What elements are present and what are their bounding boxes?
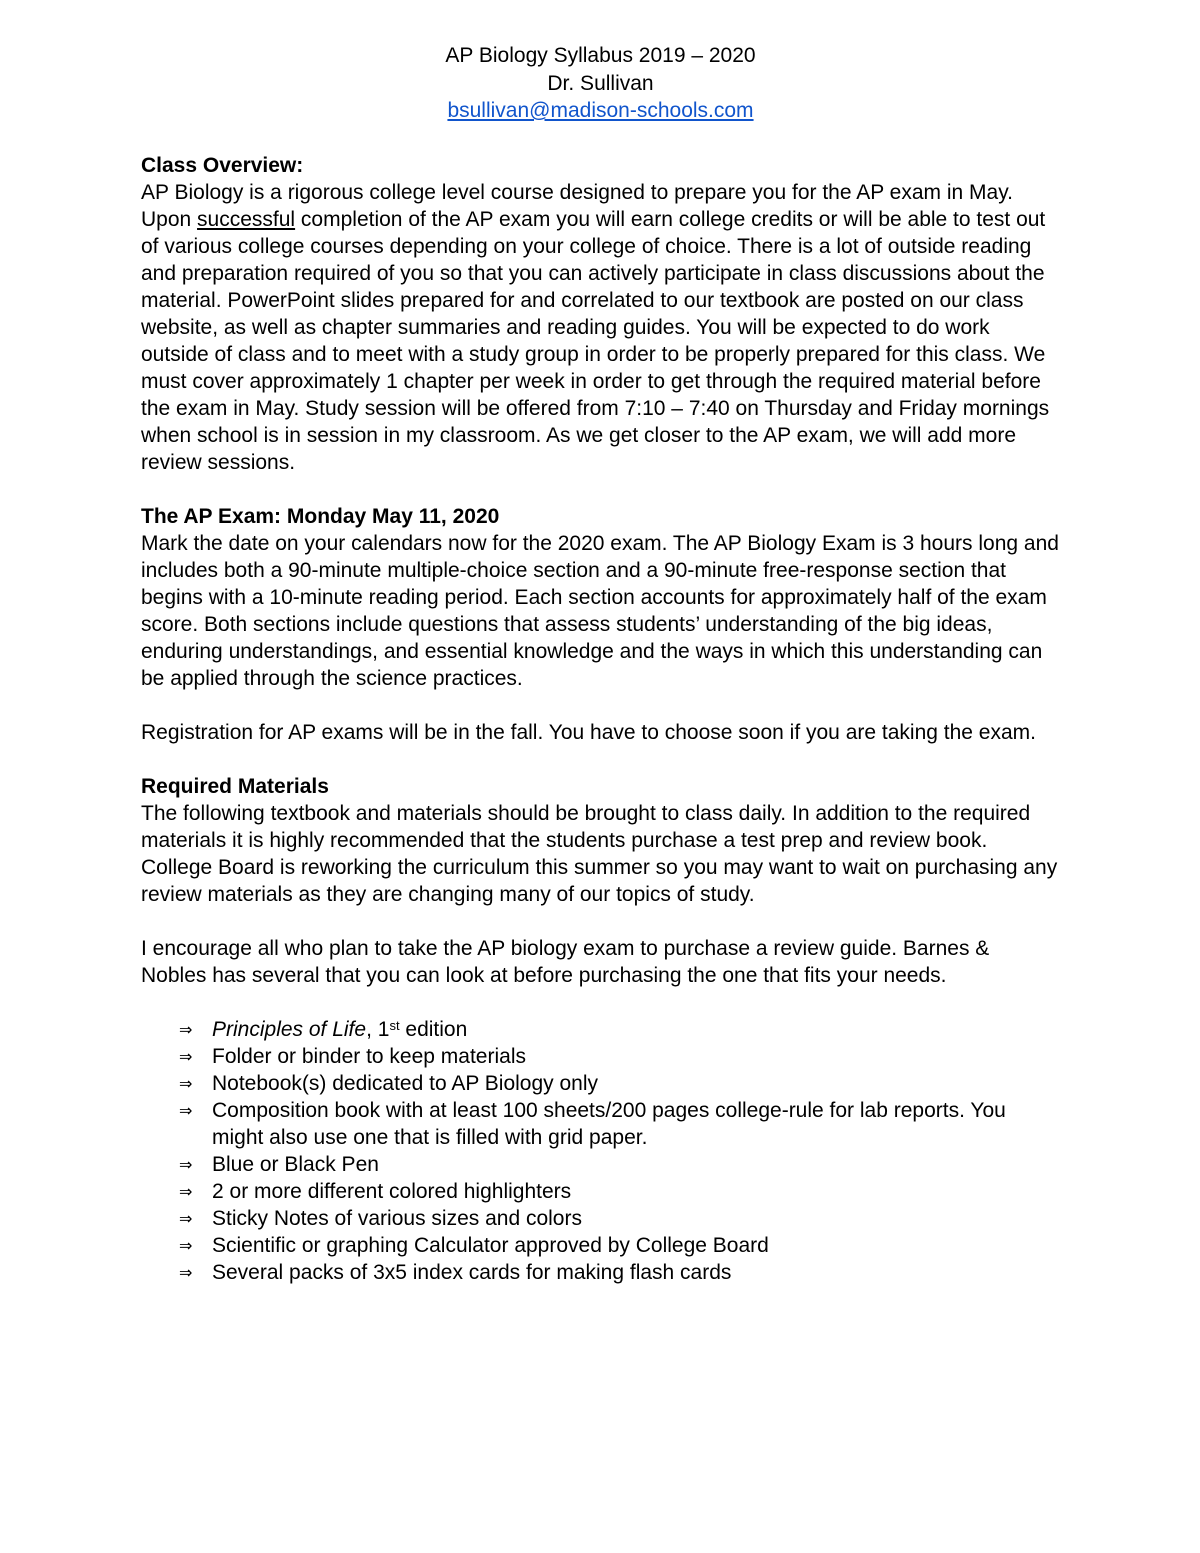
textbook-rest: edition: [399, 1017, 468, 1041]
list-item: [179, 1097, 1060, 1151]
right-arrow-icon: ⇒: [179, 1154, 193, 1174]
list-item-text: Folder or binder to keep materials: [212, 1044, 526, 1068]
required-materials-section: [141, 773, 1060, 1286]
list-item-text: Several packs of 3x5 index cards for making flash cards: [212, 1260, 732, 1284]
class-overview-section: [141, 152, 1060, 476]
ap-exam-heading: The AP Exam: Monday May 11, 2020: [141, 504, 500, 528]
list-item: [179, 1016, 1060, 1043]
overview-text-b: completion of the AP exam you will earn college credits or will be able to test out of various college courses depending on your college of choice. There is a lot of outside reading and preparation required of you so that you can actively participate in class discussions about the material. PowerPoint slides prepared for and correlated to our textbook are posted on our class website, as well as chapter summaries and reading guides. You will be expected to do work outside of class and to meet with a study group in order to be properly prepared for this class. We must cover approximately 1 chapter per week in order to get through the required material before the exam in May. Study session will be offered from 7:10 – 7:40 on Thursday and Friday mornings when school is in session in my classroom. As we get closer to the AP exam, we will add more review sessions.: [141, 207, 1050, 474]
list-item-text: Blue or Black Pen: [212, 1152, 379, 1176]
email-link[interactable]: bsullivan@madison-schools.com: [447, 99, 754, 122]
textbook-sep: , 1: [366, 1017, 390, 1041]
materials-paragraph: The following textbook and materials should be brought to class daily. In addition to the required materials it is highly recommended that the students purchase a test prep and review book. College Board is reworking the curriculum this summer so you may want to wait on purchasing any review materials as they are changing many of our topics of study.: [141, 801, 1058, 906]
list-item-text: Composition book with at least 100 sheets/200 pages college-rule for lab reports. You might also use one that is filled with grid paper.: [212, 1098, 1006, 1149]
list-item: [179, 1070, 1060, 1097]
review-guide-paragraph: I encourage all who plan to take the AP biology exam to purchase a review guide. Barnes & Nobles has several that you can look at before purchasing the one that fits your needs.: [141, 936, 990, 987]
right-arrow-icon: ⇒: [179, 1046, 193, 1066]
required-materials-heading: Required Materials: [141, 774, 329, 798]
ap-exam-section: [141, 503, 1060, 746]
registration-paragraph: Registration for AP exams will be in the fall. You have to choose soon if you are taking the exam.: [141, 720, 1036, 744]
list-item: [179, 1151, 1060, 1178]
list-item: [179, 1043, 1060, 1070]
textbook-sup: st: [389, 1017, 400, 1033]
list-item-text: Sticky Notes of various sizes and colors: [212, 1206, 582, 1230]
right-arrow-icon: ⇒: [179, 1262, 193, 1282]
right-arrow-icon: ⇒: [179, 1208, 193, 1228]
textbook-title: Principles of Life: [212, 1017, 367, 1041]
document-title: AP Biology Syllabus 2019 – 2020: [445, 44, 756, 67]
list-item: [179, 1232, 1060, 1259]
right-arrow-icon: ⇒: [179, 1019, 193, 1039]
list-item-text: Notebook(s) dedicated to AP Biology only: [212, 1071, 599, 1095]
right-arrow-icon: ⇒: [179, 1100, 193, 1120]
right-arrow-icon: ⇒: [179, 1181, 193, 1201]
right-arrow-icon: ⇒: [179, 1073, 193, 1093]
overview-text-a: AP Biology is a rigorous college level course designed to prepare you for the AP exam in May. Upon: [141, 180, 1013, 231]
right-arrow-icon: ⇒: [179, 1235, 193, 1255]
document-header: [141, 42, 1060, 125]
list-item: [179, 1178, 1060, 1205]
underlined-word: successful: [197, 207, 296, 231]
class-overview-paragraph: [141, 179, 1060, 476]
list-item: [179, 1205, 1060, 1232]
list-item-text: 2 or more different colored highlighters: [212, 1179, 572, 1203]
list-item-text: Scientific or graphing Calculator approved by College Board: [212, 1233, 769, 1257]
materials-list: [141, 1016, 1060, 1286]
ap-exam-paragraph: Mark the date on your calendars now for the 2020 exam. The AP Biology Exam is 3 hours long and includes both a 90-minute multiple-choice section and a 90-minute free-response section that begins with a 10-minute reading period. Each section accounts for approximately half of the exam score. Both sections include questions that assess students’ understanding of the big ideas, enduring understandings, and essential knowledge and the ways in which this understanding can be applied through the science practices.: [141, 531, 1059, 690]
class-overview-heading: Class Overview:: [141, 153, 304, 177]
teacher-name: Dr. Sullivan: [547, 71, 654, 95]
list-item: [179, 1259, 1060, 1286]
